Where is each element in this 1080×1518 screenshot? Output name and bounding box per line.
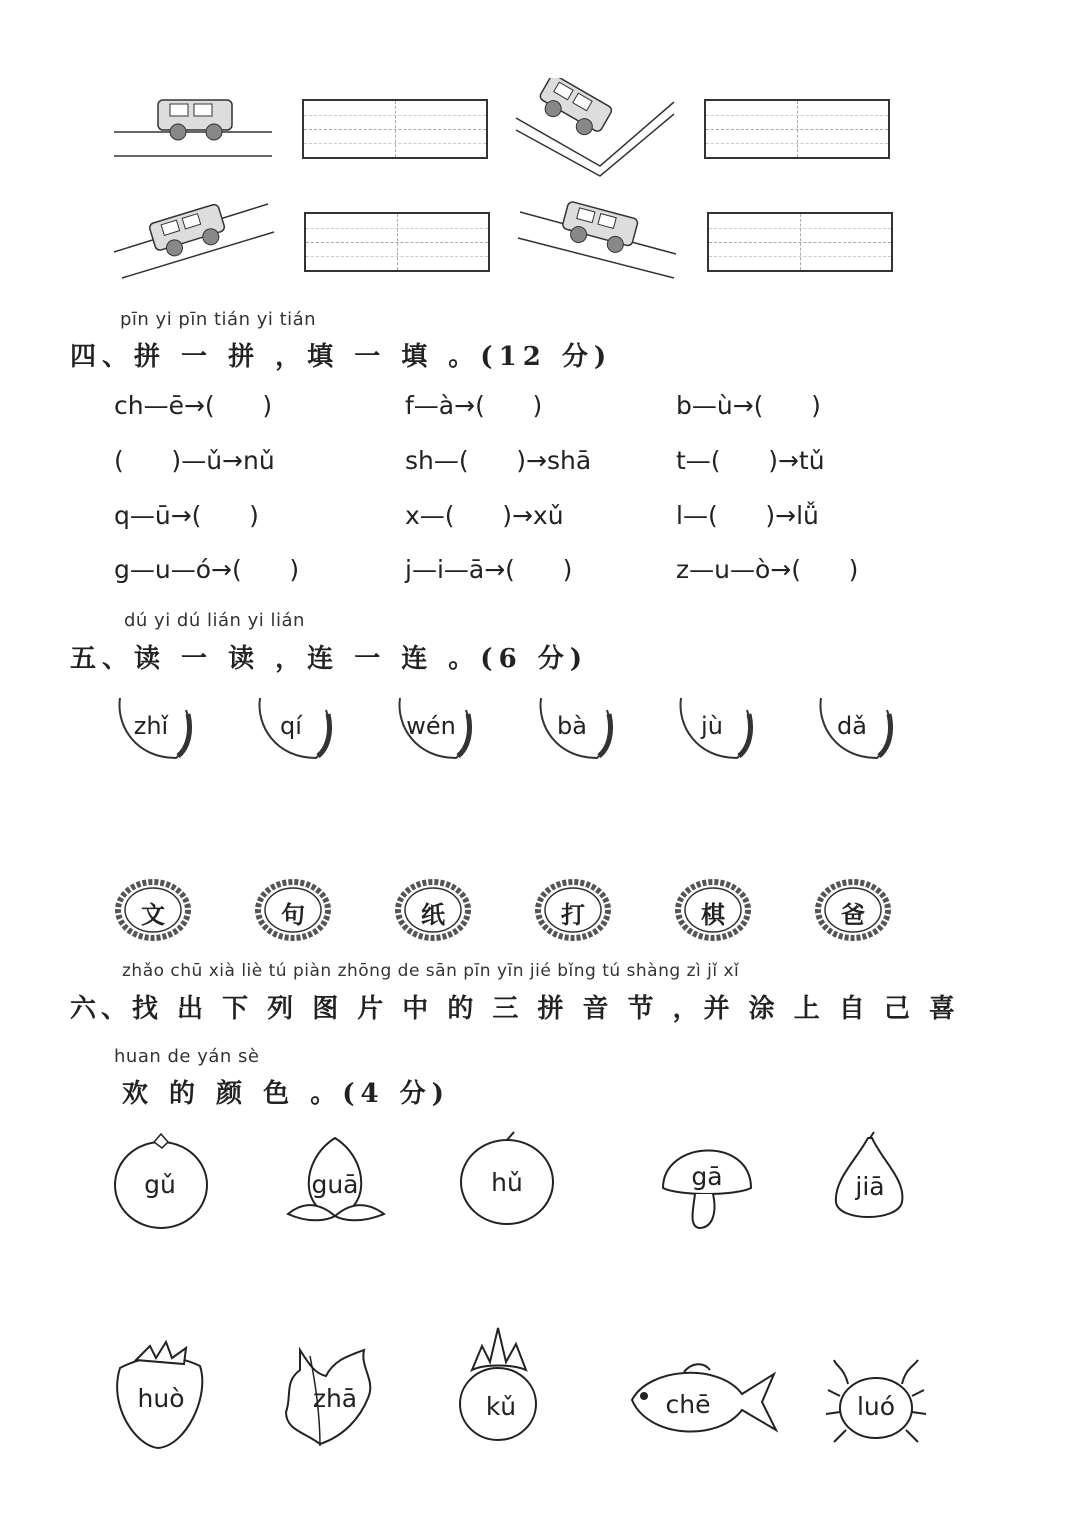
pineapple-icon	[452, 1324, 552, 1444]
section6-title-line1: 六、找 出 下 列 图 片 中 的 三 拼 音 节 ，并 涂 上 自 己 喜	[70, 994, 960, 1024]
picture-pear[interactable]	[818, 1130, 928, 1240]
leaf-label: jù	[701, 712, 723, 740]
exercise-item[interactable]: g—u—ó→( )	[114, 555, 300, 584]
picture-label: gǔ	[144, 1170, 176, 1199]
picture-maple-leaf[interactable]	[280, 1346, 390, 1456]
exercise-item[interactable]: ch—ē→( )	[114, 391, 273, 420]
picture-mushroom[interactable]	[655, 1130, 765, 1240]
exercise-item[interactable]: ( )—ǔ→nǔ	[114, 446, 275, 475]
leaf-label: qí	[280, 712, 302, 740]
writing-box-4[interactable]	[707, 212, 893, 272]
character-seal[interactable]	[675, 879, 751, 941]
picture-strawberry[interactable]	[106, 1336, 216, 1446]
character-seal[interactable]	[815, 879, 891, 941]
seal-character: 打	[561, 900, 585, 929]
picture-orange[interactable]	[452, 1130, 562, 1240]
picture-fruit-round[interactable]	[108, 1130, 218, 1240]
seal-character: 句	[281, 900, 305, 929]
section4-pinyin: pīn yi pīn tián yi tián	[120, 309, 317, 330]
picture-label: hǔ	[491, 1168, 523, 1197]
car-road-valley-icon	[512, 78, 678, 178]
car-road-uphill-icon	[112, 196, 276, 282]
leaf-card[interactable]	[817, 696, 895, 760]
section6-pinyin-line2: huan de yán sè	[114, 1046, 260, 1067]
seal-character: 棋	[701, 900, 725, 929]
leaf-card[interactable]	[116, 696, 194, 760]
character-seal[interactable]	[115, 879, 191, 941]
picture-bug[interactable]	[826, 1356, 926, 1452]
section5-title: 五、读 一 读 ，连 一 连 。(6 分)	[70, 644, 589, 674]
character-seal[interactable]	[395, 879, 471, 941]
exercise-item[interactable]: q—ū→( )	[114, 501, 259, 530]
picture-label: guā	[311, 1170, 359, 1199]
writing-box-3[interactable]	[304, 212, 490, 272]
section6-title-line2: 欢 的 颜 色 。(4 分)	[122, 1079, 450, 1109]
picture-fish[interactable]	[628, 1360, 780, 1444]
picture-label: huò	[137, 1384, 185, 1413]
exercise-item[interactable]: z—u—ò→( )	[676, 555, 859, 584]
section6-pinyin-line1: zhǎo chū xià liè tú piàn zhōng de sān pīn yīn jié bǐng tú shàng zì jǐ xǐ	[122, 961, 740, 981]
picture-label: luó	[856, 1392, 896, 1421]
character-seal[interactable]	[255, 879, 331, 941]
car-road-downhill-icon	[516, 196, 680, 282]
picture-label: jiā	[855, 1172, 885, 1201]
exercise-item[interactable]: x—( )→xǔ	[405, 501, 564, 530]
leaf-label: bà	[557, 712, 587, 740]
picture-label: kǔ	[485, 1392, 517, 1421]
section5-pinyin: dú yi dú lián yi lián	[124, 610, 305, 631]
car-road-flat-icon	[112, 92, 276, 162]
seal-character: 纸	[421, 900, 445, 929]
picture-peach[interactable]	[280, 1130, 390, 1240]
seal-character: 文	[141, 900, 165, 929]
leaf-label: wén	[406, 712, 456, 740]
leaf-label: zhǐ	[133, 712, 169, 740]
picture-label: gā	[691, 1162, 723, 1191]
seal-character: 爸	[841, 900, 865, 929]
exercise-item[interactable]: sh—( )→shā	[405, 446, 592, 475]
section4-title: 四、拼 一 拼 ，填 一 填 。(12 分)	[70, 342, 613, 372]
exercise-item[interactable]: f—à→( )	[405, 391, 543, 420]
writing-box-2[interactable]	[704, 99, 890, 159]
writing-box-1[interactable]	[302, 99, 488, 159]
picture-label: chē	[665, 1390, 711, 1419]
leaf-card[interactable]	[537, 696, 615, 760]
picture-label: zhā	[312, 1384, 358, 1413]
character-seal[interactable]	[535, 879, 611, 941]
leaf-card[interactable]	[677, 696, 755, 760]
exercise-item[interactable]: j—i—ā→( )	[405, 555, 573, 584]
leaf-label: dǎ	[837, 712, 867, 740]
leaf-card[interactable]	[396, 696, 474, 760]
exercise-item[interactable]: b—ù→( )	[676, 391, 821, 420]
picture-pineapple[interactable]	[452, 1324, 562, 1434]
exercise-item[interactable]: l—( )→lǚ	[676, 501, 819, 530]
exercise-item[interactable]: t—( )→tǔ	[676, 446, 825, 475]
leaf-card[interactable]	[256, 696, 334, 760]
